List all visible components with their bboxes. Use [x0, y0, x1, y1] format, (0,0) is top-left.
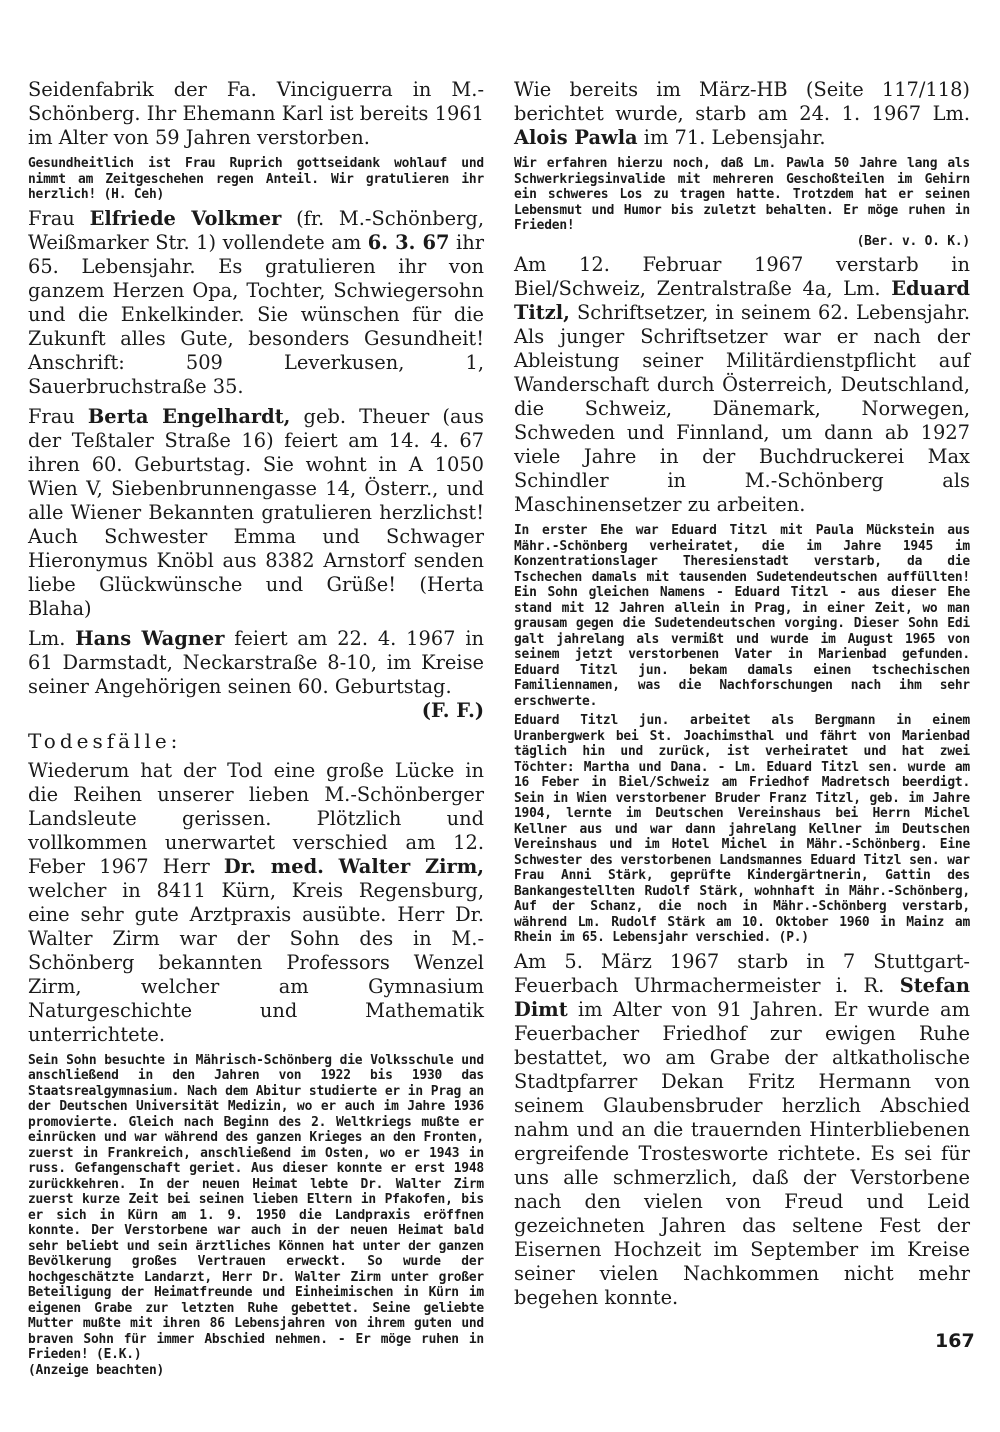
person-name: Elfriede Volkmer — [89, 206, 282, 230]
paragraph-wagner — [28, 627, 484, 699]
text-run: im Alter von 91 Jahren. Er wurde am Feuerbacher Friedhof zur ewigen Ruhe bestattet, wo am Grabe der altkatholische Stadtpfarrer Dekan Fritz Hermann von seinem Glaubensbruder herzlich Abschied nahm und an die trauernden Hinterbliebenen ergreifende Trostesworte richtete. Es sei für uns alle schmerzlich, daß der Verstorbene nach den vielen von Freud und Leid gezeichneten Jahren das seltene Fest der Eisernen Hochzeit im September im Kreise seiner vielen Nachkommen nicht mehr begehen konnte. — [514, 997, 970, 1309]
signature-ff — [28, 699, 484, 723]
person-name: Eduard Titzl, — [514, 277, 970, 324]
text-run: Frau — [28, 206, 90, 230]
paragraph-zirm — [28, 759, 484, 1047]
signature: (F. F.) — [421, 698, 484, 722]
paragraph-ad-note: (Anzeige beachten) — [28, 1362, 165, 1378]
person-name: Dr. med. Walter Zirm, — [223, 854, 484, 878]
person-name: Berta Engelhardt, — [87, 404, 291, 428]
text-run: Am 12. Februar 1967 verstarb in Biel/Schweiz, Zentralstraße 4a, Lm. — [514, 253, 970, 300]
paragraph-pawla-note: Wir erfahren hierzu noch, daß Lm. Pawla 50 Jahre lang als Schwerkriegsinvalide mit mehreren Geschoßteilen im Gehirn ein schweres Los zu tragen hatte. Trotzdem hat er seinen Lebensmut und Humor bis zuletzt behalten. Er möge ruhen in Frieden! — [514, 156, 970, 233]
paragraph-titzl — [514, 253, 970, 517]
signature-ok: (Ber. v. O. K.) — [856, 233, 970, 249]
text-run: Lm. — [28, 626, 76, 650]
text-run: feiert am 22. 4. 1967 in 61 Darmstadt, Neckarstraße 8-10, im Kreise seiner Angehörigen seinen 60. Geburtstag. — [28, 626, 485, 698]
text-run: (fr. M.-Schönberg, Weißmarker Str. 1) vollendete am — [28, 206, 485, 254]
text-run: Wie bereits im März-HB (Seite 117/118) berichtet wurde, starb am 24. 1. 1967 Lm. — [514, 78, 970, 125]
person-name: Alois Pawla — [514, 126, 638, 149]
text-run: Wiederum hat der Tod eine große Lücke in die Reihen unserer lieben M.-Schönberger Landsleute gerissen. Plötzlich und vollkommen unerwartet verschied am 12. Feber 1967 Herr — [28, 758, 484, 878]
text-run: Am 5. März 1967 starb in 7 Stuttgart-Feuerbach Uhrmachermeister i. R. — [514, 949, 970, 997]
text-run: geb. Theuer (aus der Teßtaler Straße 16) feiert am 14. 4. 67 ihren 60. Geburtstag. Sie wohnt in A 1050 Wien V, Siebenbrunnengasse 14, Österr., und alle Wiener Bekannten gratulieren herzlichst! Auch Schwester Emma und Schwager Hieronymus Knöbl aus 8382 Arnstorf senden liebe Glückwünsche und Grüße! (Herta Blaha) — [28, 404, 485, 620]
paragraph-dimt — [514, 950, 970, 1310]
paragraph-vinciguerra: Seidenfabrik der Fa. Vinciguerra in M.-Schönberg. Ihr Ehemann Karl ist bereits 1961 im Alter von 59 Jahren verstorben. — [28, 78, 484, 149]
text-run: im 71. Lebensjahr. — [637, 126, 826, 149]
left-column — [28, 78, 484, 1382]
text-run: welcher in 8411 Kürn, Kreis Regensburg, eine sehr gute Arztpraxis ausübte. Herr Dr. Walter Zirm war der Sohn des in M.-Schönberg bekannten Professors Wenzel Zirm, welcher am Gymnasium Naturgeschichte und Mathematik unterrichtete. — [28, 878, 484, 1046]
text-run: ihr 65. Lebensjahr. Es gratulieren ihr von ganzem Herzen Opa, Tochter, Schwiegersohn und die Enkelkinder. Sie wünschen für die Zukunft alles Gute, besonders Gesundheit! Anschrift: 509 Leverkusen, 1, Sauerbruchstraße 35. — [28, 230, 484, 398]
text-run: Schriftsetzer, in seinem 62. Lebensjahr. Als junger Schriftsetzer war er nach der Ableistung seiner Militärdienstpflicht auf Wanderschaft durch Österreich, Deutschland, die Schweiz, Dänemark, Norwegen, Schweden und Finnland, um dann ab 1927 viele Jahre in der Buchdruckerei Max Schindler in M.-Schönberg als Maschinensetzer zu arbeiten. — [514, 301, 970, 516]
date: 6. 3. 67 — [367, 230, 450, 254]
paragraph-ruprich-note: Gesundheitlich ist Frau Ruprich gottseidank wohlauf und nimmt am Zeitgeschehen regen Anteil. Wir gratulieren ihr herzlich! (H. Ceh) — [28, 156, 484, 202]
section-heading-todesfaelle: Todesfälle: — [28, 728, 182, 753]
right-column — [514, 78, 970, 1316]
paragraph-pawla — [514, 78, 970, 150]
paragraph-volkmer — [28, 207, 484, 399]
paragraph-titzl-family: In erster Ehe war Eduard Titzl mit Paula Mückstein aus Mähr.-Schönberg verheiratet, die im Jahre 1945 im Konzentrationslager Theresienstadt verstarb, da die Tschechen damals mit tausenden Sudetendeutschen auffüllten! Ein Sohn gleichen Namens - Eduard Titzl - aus dieser Ehe stand mit 12 Jahren allein in Prag, in einer Zeit, wo man grausam gegen die Sudetendeutschen vorging. Dieser Sohn Edi galt jahrelang als vermißt und wurde im August 1965 von seinem jetzt verstorbenen Vater in Marienbad gefunden. Eduard Titzl jun. bekam damals einen tschechischen Familiennamen, was die Nachforschungen nach ihm sehr erschwerte. — [514, 523, 970, 709]
page-number: 167 — [935, 1330, 975, 1352]
paragraph-engelhardt — [28, 405, 484, 621]
paragraph-titzl-jun: Eduard Titzl jun. arbeitet als Bergmann in einem Uranbergwerk bei St. Joachimsthal und fährt von Marienbad täglich hin und zurück, ist verheiratet und hat zwei Töchter: Martha und Dana. - Lm. Eduard Titzl sen. wurde am 16 Feber in Biel/Schweiz am Friedhof Madretsch beerdigt. Sein in Wien verstorbener Bruder Franz Titzl, geb. im Jahre 1904, lernte im Deutschen Vereinshaus bei Herrn Michel Kellner aus und war dann jahrelang Kellner im Deutschen Vereinshaus und im Hotel Michel in Mähr.-Schönberg. Eine Schwester des verstorbenen Landsmannes Eduard Titzl sen. war Frau Anni Stärk, geprüfte Kindergärtnerin, Gattin des Bankangestellten Rudolf Stärk, wohnhaft in Mähr.-Schönberg, Auf der Schanz, die noch in Mähr.-Schönberg verstarb, während Lm. Rudolf Stärk am 10. Oktober 1960 in Mainz am Rhein im 65. Lebensjahr verschied. (P.) — [514, 713, 970, 945]
paragraph-zirm-biography: Sein Sohn besuchte in Mährisch-Schönberg die Volksschule und anschließend in den Jahren von 1922 bis 1930 das Staatsrealgymnasium. Nach dem Abitur studierte er in Prag an der Deutschen Universität Medizin, wo er auch im Jahre 1936 promovierte. Gleich nach Beginn des 2. Weltkriegs mußte er einrücken und war während des ganzen Krieges an den Fronten, zuerst in Frankreich, anschließend im Osten, wo er 1943 in russ. Gefangenschaft geriet. Aus dieser konnte er erst 1948 zurückkehren. In der neuen Heimat lebte Dr. Walter Zirm zuerst kurze Zeit bei seinen lieben Eltern in Pfakofen, bis er sich in Kürn am 1. 9. 1950 die Landpraxis eröffnen konnte. Der Verstorbene war auch in der neuen Heimat bald sehr beliebt und sein ärztliches Können hat unter der ganzen Bevölkerung großes Vertrauen erweckt. So wurde der hochgeschätzte Landarzt, Herr Dr. Walter Zirm unter großer Beteiligung der Heimatfreunde und Einheimischen in Kürn im eigenen Grabe zur letzten Ruhe gebettet. Seine geliebte Mutter mußte mit ihren 86 Lebensjahren von ihrem guten und braven Sohn für immer Abschied nehmen. - Er möge ruhen in Frieden! (E.K.) — [28, 1052, 484, 1362]
text-run: Frau — [28, 404, 88, 428]
person-name: Hans Wagner — [75, 626, 225, 650]
person-name: Stefan Dimt — [514, 973, 970, 1021]
